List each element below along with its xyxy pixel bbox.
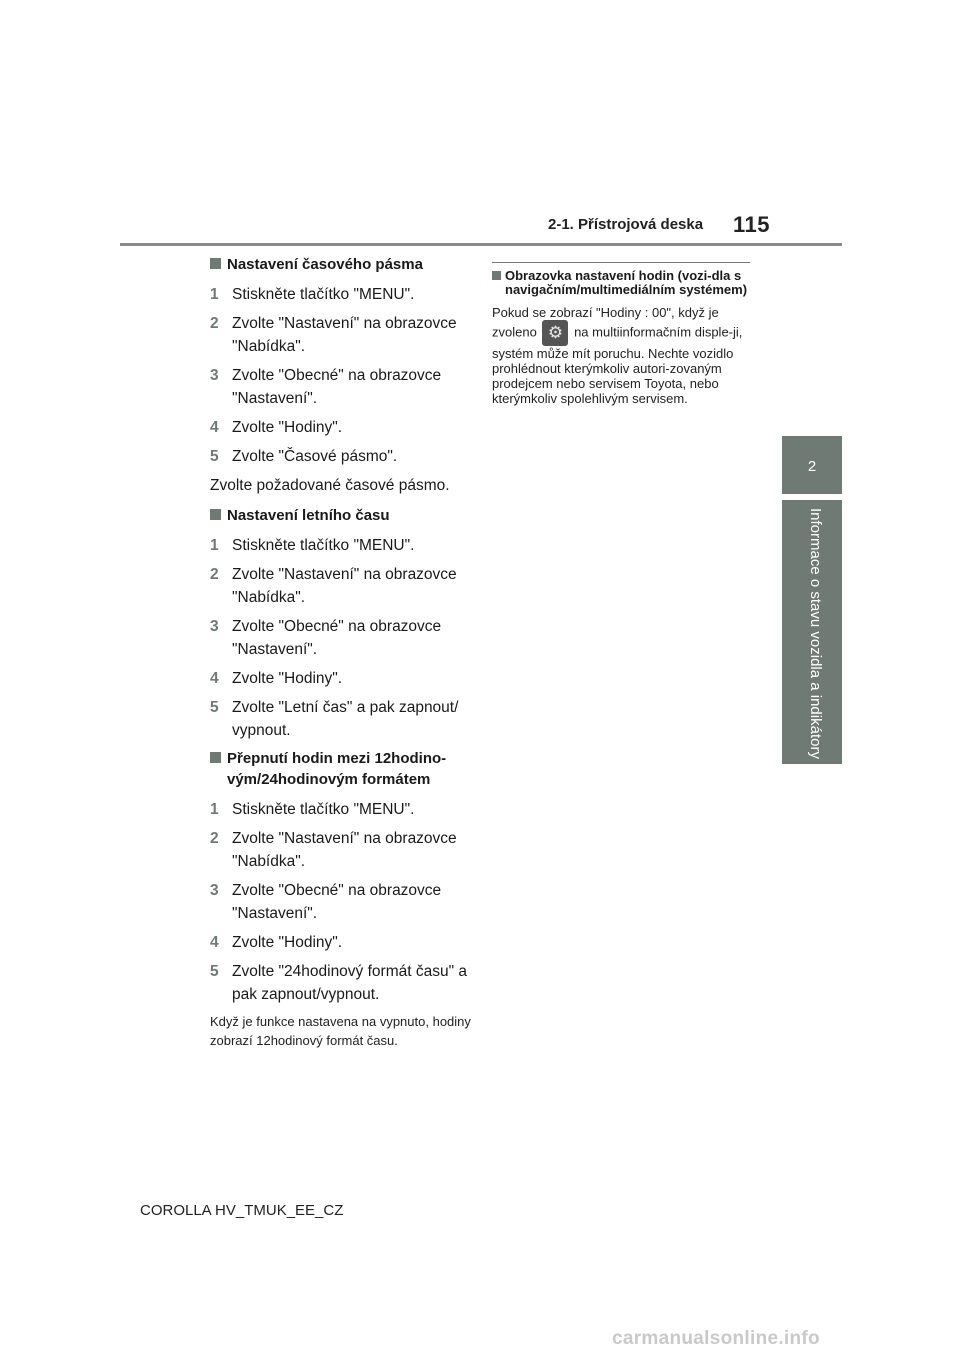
step-item — [210, 416, 472, 439]
note-text: Když je funkce nastavena na vypnuto, hodiny zobrazí 12hodinový formát času. — [210, 1014, 471, 1048]
step-number: 4 — [210, 419, 219, 436]
gear-icon: ⚙ — [542, 320, 568, 346]
square-bullet-icon — [492, 271, 501, 280]
page-number: 115 — [733, 212, 770, 237]
step-item — [210, 827, 472, 873]
right-column — [492, 262, 750, 406]
step-number: 3 — [210, 618, 219, 635]
square-bullet-icon — [210, 509, 221, 520]
step-number: 2 — [210, 830, 219, 847]
step-text: Zvolte "Hodiny". — [232, 419, 343, 436]
step-item — [210, 931, 472, 954]
step-text: Stiskněte tlačítko "MENU". — [232, 537, 415, 554]
left-column — [210, 254, 472, 1050]
step-number: 5 — [210, 963, 219, 980]
square-bullet-icon — [210, 752, 221, 763]
section-heading: Přepnutí hodin mezi 12hodino-vým/24hodinovým formátem — [210, 748, 472, 790]
step-number: 1 — [210, 286, 219, 303]
step-number: 1 — [210, 801, 219, 818]
info-text-start: Pokud se zobrazí "Hodiny : 00", když je zvoleno — [492, 305, 719, 340]
step-text: Zvolte "Letní čas" a pak zapnout/ vypnout. — [232, 699, 459, 739]
header-divider — [120, 243, 842, 246]
step-item — [210, 960, 472, 1006]
step-item — [210, 364, 472, 410]
info-text-end: na multiinformačním disple-ji, systém může mít poruchu. Nechte vozidlo prohlédnout kterýmkoliv autori-zovaným prodejcem nebo servisem Toyota, nebo kterýmkoliv spolehlivým servisem. — [492, 324, 743, 406]
step-text: Zvolte "Nastavení" na obrazovce "Nabídka". — [232, 566, 457, 606]
step-text: Zvolte "Obecné" na obrazovce "Nastavení". — [232, 367, 442, 407]
step-item — [210, 534, 472, 557]
step-item — [210, 798, 472, 821]
step-text: Zvolte "Nastavení" na obrazovce "Nabídka". — [232, 315, 457, 355]
step-number: 3 — [210, 882, 219, 899]
square-bullet-icon — [210, 258, 221, 269]
chapter-label: Informace o stavu vozidla a indikátory — [807, 508, 824, 759]
step-number: 1 — [210, 537, 219, 554]
step-number: 2 — [210, 315, 219, 332]
step-item — [210, 445, 472, 468]
step-item — [210, 879, 472, 925]
step-text: Zvolte "Obecné" na obrazovce "Nastavení". — [232, 618, 442, 658]
step-item — [210, 283, 472, 306]
step-text: Zvolte "Hodiny". — [232, 934, 343, 951]
step-item — [210, 667, 472, 690]
section-title: 2-1. Přístrojová deska — [548, 216, 704, 233]
section-heading: Nastavení časového pásma — [210, 254, 472, 275]
section-heading: Nastavení letního času — [210, 505, 472, 526]
paragraph: Zvolte požadované časové pásmo. — [210, 477, 450, 494]
step-text: Zvolte "Nastavení" na obrazovce "Nabídka". — [232, 830, 457, 870]
step-number: 2 — [210, 566, 219, 583]
step-item — [210, 563, 472, 609]
step-item — [210, 615, 472, 661]
info-heading: Obrazovka nastavení hodin (vozi-dla s navigačním/multimediálním systémem) — [492, 269, 750, 297]
step-text: Zvolte "24hodinový formát času" a pak zapnout/vypnout. — [232, 963, 468, 1003]
step-text: Stiskněte tlačítko "MENU". — [232, 286, 415, 303]
step-number: 5 — [210, 699, 219, 716]
step-number: 4 — [210, 934, 219, 951]
step-text: Zvolte "Obecné" na obrazovce "Nastavení". — [232, 882, 442, 922]
step-item — [210, 696, 472, 742]
step-text: Stiskněte tlačítko "MENU". — [232, 801, 415, 818]
info-body — [492, 305, 750, 406]
step-text: Zvolte "Hodiny". — [232, 670, 343, 687]
step-number: 4 — [210, 670, 219, 687]
chapter-number: 2 — [807, 458, 817, 475]
watermark: carmanualsonline.info — [612, 1328, 820, 1349]
footer-model-code: COROLLA HV_TMUK_EE_CZ — [140, 1202, 344, 1219]
step-text: Zvolte "Časové pásmo". — [232, 448, 398, 465]
step-number: 3 — [210, 367, 219, 384]
step-item — [210, 312, 472, 358]
right-divider — [492, 262, 750, 263]
step-number: 5 — [210, 448, 219, 465]
